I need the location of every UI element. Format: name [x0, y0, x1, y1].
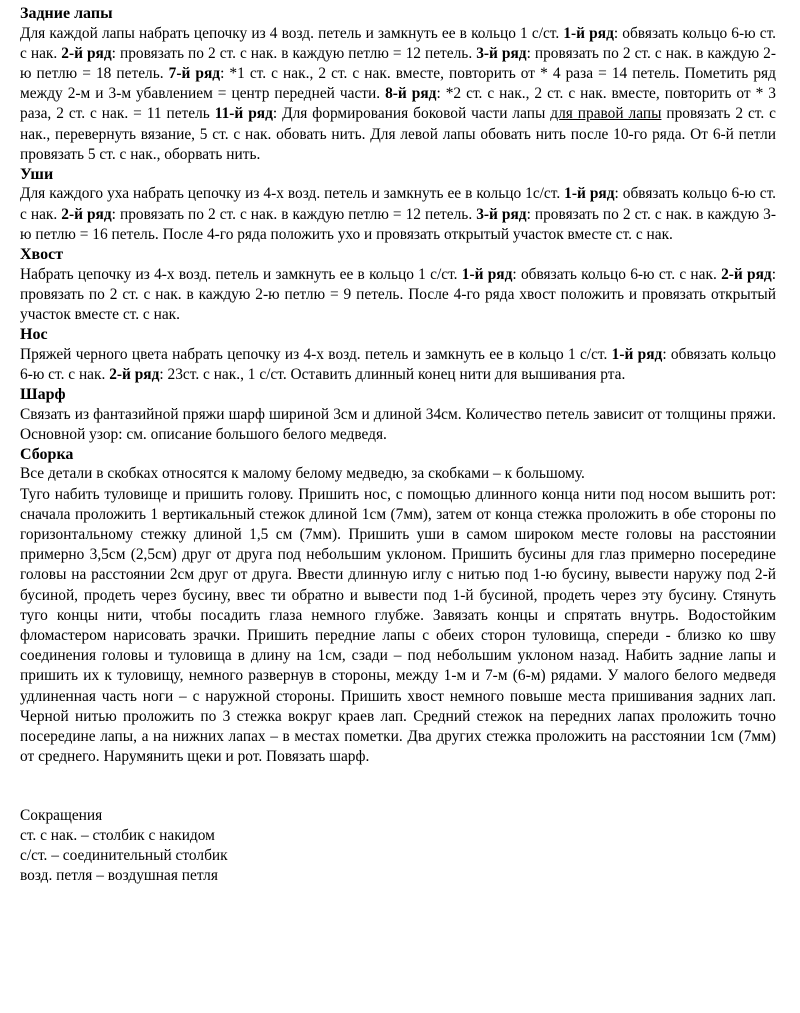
row-label: 8-й ряд — [385, 85, 437, 103]
row-label: 2-й ряд — [109, 365, 160, 383]
section-body — [20, 24, 776, 165]
text-run: Для каждой лапы набрать цепочку из 4 возд. петель и замкнуть ее в кольцо 1 с/ст. — [20, 24, 564, 42]
section-body — [20, 184, 776, 245]
abbreviation-item: ст. с нак. – столбик с накидом — [20, 826, 215, 844]
row-label: 1-й ряд — [611, 345, 663, 363]
row-label: 3-й ряд — [476, 205, 527, 223]
abbreviations-title: Сокращения — [20, 806, 103, 824]
row-label: 1-й ряд — [563, 24, 614, 42]
text-run: : Для формирования боковой части лапы — [272, 105, 551, 123]
text-run: : *2 ст. с нак., 2 ст. с нак. вместе, повторить от * 3 раза, 2 ст. с нак. = 11 петель — [20, 85, 776, 123]
text-run: Связать из фантазийной пряжи шарф шириной 3см и длиной 34см. Количество петель зависит от толщины пряжи. Основной узор: см. описание большого белого медведя. — [20, 405, 776, 443]
row-label: 11-й ряд — [214, 105, 273, 123]
underlined-text: для правой лапы — [550, 105, 662, 123]
row-label: 2-й ряд — [61, 44, 112, 62]
section-body-continued: Туго набить туловище и пришить голову. Пришить нос, с помощью длинного конца нити под носом вышить рот: сначала проложить 1 вертикальный стежок длиной 1см (7мм), затем от конца стежка проложить в обе стороны по горизонтальному стежку длиной 1,5 см (7мм). Пришить уши в самом широком месте головы на расстоянии примерно 3,5см (2,5см) друг от друга под небольшим уклоном. Пришить бусины для глаз примерно посередине головы на расстоянии 2см друг от друга. Ввести длинную иглу с нитью под 1-ю бусину, вывести наружу под 2-й бусиной, продеть через бусину, ввес ти обратно и вывести под 1-й бусиной, продеть через эту бусину. Стянуть туго концы нити, чтобы посадить глаза немного глубже. Завязать концы и спрятать внутрь. Водостойким фломастером нарисовать зрачки. Пришить передние лапы с обеих сторон туловища, спереди - близко ко шву соединения головы и туловища в длину на 1см, сзади – под небольшим уклоном назад. Набить задние лапы и пришить их к туловищу, немного развернув в стороны, между 1-м и 7-м (6-м) рядами. У малого белого медведя удлиненная часть ноги – с наружной стороны. Пришить хвост немного повыше места пришивания задних лап. Черной нитью проложить по 3 стежка вокруг краев лап. Средний стежок на передних лапах проложить точно посередине лапы, а на нижних лапах – в местах пометки. Два других стежка проложить на расстоянии 1см (7мм) от среднего. Нарумянить щеки и рот. Повязать шарф. — [20, 485, 776, 766]
text-run: Набрать цепочку из 4-х возд. петель и замкнуть ее в кольцо 1 с/ст. — [20, 265, 462, 283]
abbreviation-item: с/ст. – соединительный столбик — [20, 846, 228, 864]
section-hind-paws — [20, 4, 776, 165]
section-scarf — [20, 385, 776, 445]
section-body — [20, 265, 776, 326]
section-body — [20, 405, 776, 445]
row-label: 2-й ряд — [721, 265, 772, 283]
abbreviation-item: возд. петля – воздушная петля — [20, 867, 218, 885]
text-run: Все детали в скобках относятся к малому белому медведю, за скобками – к большому. — [20, 465, 585, 483]
section-title: Сборка — [20, 445, 74, 463]
row-label: 1-й ряд — [461, 265, 513, 283]
text-run: : провязать по 2 ст. с нак. в каждую 3-ю петлю = 16 петель. После 4-го ряда положить ухо и провязать открытый участок вместе ст. с нак. — [20, 205, 776, 243]
section-nose — [20, 325, 776, 385]
section-title: Хвост — [20, 246, 64, 264]
row-label: 3-й ряд — [476, 44, 527, 62]
section-title: Уши — [20, 165, 54, 183]
section-title: Задние лапы — [20, 5, 113, 22]
row-label: 1-й ряд — [564, 185, 615, 203]
text-run: : провязать по 2 ст. с нак. в каждую 2-ю петлю = 9 петель. После 4-го ряда хвост положить и провязать открытый участок вместе ст. с нак. — [20, 265, 777, 323]
text-run: : обвязать кольцо 6-ю ст. с нак. — [20, 345, 776, 383]
text-run: : провязать по 2 ст. с нак. в каждую петлю = 12 петель. — [111, 205, 477, 223]
text-run: Для каждого уха набрать цепочку из 4-х возд. петель и замкнуть ее в кольцо 1с/ст. — [20, 185, 565, 203]
text-run: : 23ст. с нак., 1 с/ст. Оставить длинный конец нити для вышивания рта. — [159, 365, 626, 383]
text-run: Пряжей черного цвета набрать цепочку из 4-х возд. петель и замкнуть ее в кольцо 1 с/ст. — [20, 345, 612, 363]
section-title: Шарф — [20, 386, 66, 404]
section-tail — [20, 245, 776, 325]
section-assembly — [20, 445, 776, 768]
section-title: Нос — [20, 326, 48, 344]
text-run: : провязать по 2 ст. с нак. в каждую петлю = 12 петель. — [111, 44, 477, 62]
section-ears — [20, 165, 776, 245]
abbreviations-block — [20, 806, 776, 887]
text-run: : обвязать кольцо 6-ю ст. с нак. — [20, 185, 777, 223]
row-label: 2-й ряд — [61, 205, 112, 223]
section-body — [20, 464, 776, 484]
text-run: : провязать по 2 ст. с нак. в каждую 2-ю петлю = 18 петель. — [20, 44, 776, 82]
text-run: провязать 2 ст. с нак., перевернуть вязание, 5 ст. с нак. обовать нить. Для левой лапы обовать нить после 10-го ряда. От 6-й петли провязать 5 ст. с нак., оборвать нить. — [20, 105, 776, 163]
text-run: : обвязать кольцо 6-ю ст. с нак. — [20, 24, 776, 62]
section-body — [20, 345, 776, 385]
text-run: : обвязать кольцо 6-ю ст. с нак. — [512, 265, 722, 283]
row-label: 7-й ряд — [168, 64, 221, 82]
text-run: : *1 ст. с нак., 2 ст. с нак. вместе, повторить от * 4 раза = 14 петель. Пометить ряд между 2-м и 3-м убавлением = центр передней части. — [20, 64, 776, 103]
